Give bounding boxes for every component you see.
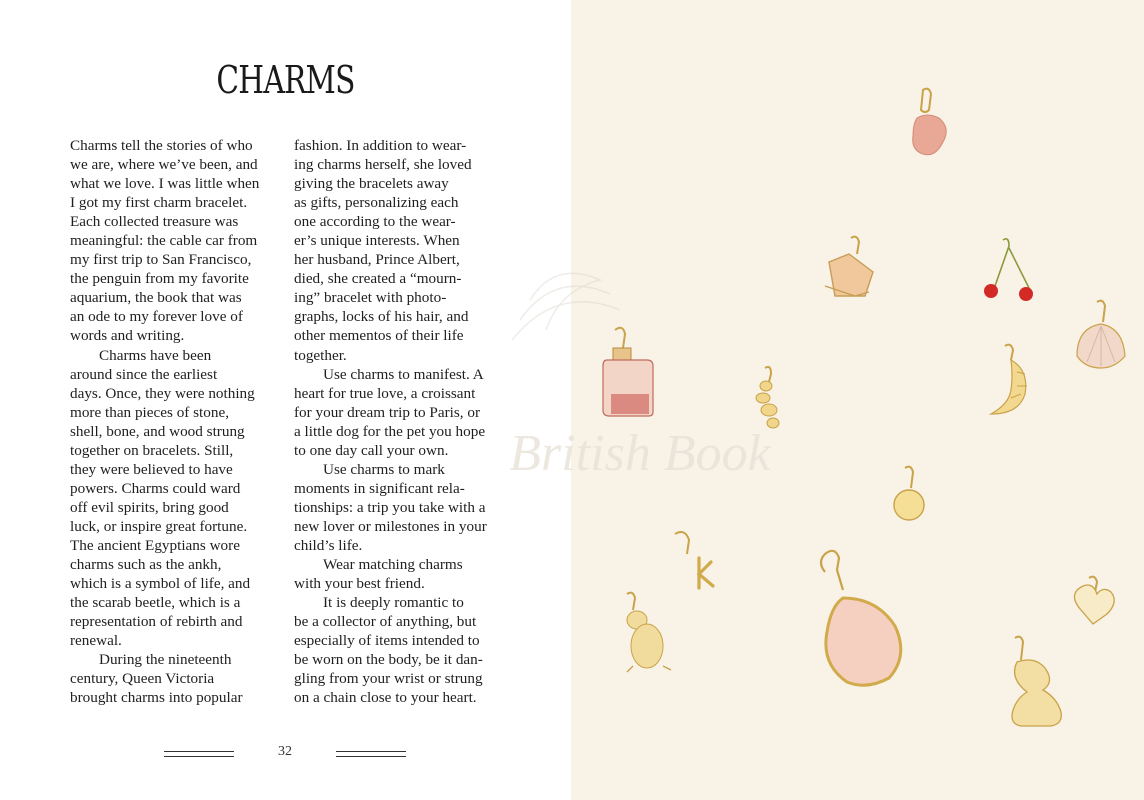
text-line: new lover or milestones in your [294,517,487,535]
text-line: aquarium, the book that was [70,289,242,307]
stacked-stones-charm-icon [756,367,779,428]
croissant-charm-icon [991,345,1027,414]
text-line: representation of rebirth and [70,613,243,631]
text-line: they were believed to have [70,460,233,478]
text-line: together on bracelets. Still, [70,441,234,459]
text-line: luck, or inspire great fortune. [70,517,248,535]
charms-illustration [571,0,1144,800]
penguin-charm-icon [627,593,671,672]
text-line: my first trip to San Francisco, [70,251,252,269]
text-line: died, she created a “mourn- [294,270,462,288]
text-line: powers. Charms could ward [70,479,241,497]
text-line: gling from your wrist or strung [294,670,483,688]
text-line: century, Queen Victoria [70,670,215,688]
text-line: one according to the wear- [294,213,456,231]
text-line: During the nineteenth [99,651,232,669]
text-line: er’s unique interests. When [294,232,460,250]
text-line: her husband, Prince Albert, [294,251,460,269]
text-line: Charms have been [99,346,212,364]
text-line: we are, where we’ve been, and [70,156,258,174]
text-line: together. [294,346,347,364]
text-line: shell, bone, and wood strung [70,422,245,440]
text-line: ing” bracelet with photo- [294,289,447,307]
text-line: graphs, locks of his hair, and [294,308,469,326]
text-line: charms such as the ankh, [70,556,222,574]
text-line: words and writing. [70,327,185,345]
text-line: with your best friend. [294,575,425,593]
text-line: Charms tell the stories of who [70,137,253,154]
text-line: more than pieces of stone, [70,403,229,421]
text-line: as gifts, personalizing each [294,194,459,212]
left-page [0,0,571,800]
oyster-shell-charm-icon [821,551,901,685]
cherries-charm-icon [984,239,1033,301]
folio [0,744,571,764]
text-line: fashion. In addition to wear- [294,137,467,154]
shell-charm-icon [1077,301,1125,368]
text-line: around since the earliest [70,365,218,383]
text-line: be worn on the body, be it dan- [294,651,483,669]
text-line: what we love. I was little when [70,175,260,193]
text-line: on a chain close to your heart. [294,689,477,707]
text-line: moments in significant rela- [294,479,465,497]
text-line: which is a symbol of life, and [70,575,251,593]
text-column-1 [70,136,280,707]
watermark-text: British Book [509,425,771,482]
text-line: for your dream trip to Paris, or [294,403,481,421]
text-line: other mementos of their life [294,327,464,345]
book-charm-icon [825,237,873,296]
text-line: renewal. [70,632,122,650]
text-line: the scarab beetle, which is a [70,594,241,612]
heart-charm-icon [1074,577,1114,624]
text-line: ing charms herself, she loved [294,156,472,174]
text-line: especially of items intended to [294,632,480,650]
right-page [571,0,1144,800]
gem-charm-icon [913,89,946,155]
text-line: I got my first charm bracelet. [70,194,248,212]
perfume-bottle-charm-icon [603,328,653,416]
text-line: Each collected treasure was [70,213,239,231]
letter-k-charm-icon [675,532,713,588]
text-line: days. Once, they were nothing [70,384,255,402]
chapter-title: CHARMS [216,58,355,102]
text-line: off evil spirits, bring good [70,498,229,516]
text-line: meaningful: the cable car from [70,232,258,250]
text-line: It is deeply romantic to [323,594,464,612]
text-line: Use charms to manifest. A [323,365,484,383]
text-line: a little dog for the pet you hope [294,422,486,440]
text-line: The ancient Egyptians wore [70,536,240,554]
text-line: tionships: a trip you take with a [294,498,486,516]
text-line: the penguin from my favorite [70,270,249,288]
text-line: heart for true love, a croissant [294,384,476,402]
text-line: Use charms to mark [323,460,445,478]
page-number: 32 [278,744,292,759]
text-line: giving the bracelets away [294,175,449,193]
text-column-2 [294,136,504,707]
dog-charm-icon [1012,637,1061,726]
text-line: child’s life. [294,536,363,554]
folio-rule-left [164,751,234,757]
text-line: Wear matching charms [323,556,463,574]
coin-charm-icon [894,467,924,520]
text-line: to one day call your own. [294,441,449,459]
folio-rule-right [336,751,406,757]
text-line: brought charms into popular [70,689,243,707]
text-line: an ode to my forever love of [70,308,243,326]
text-line: be a collector of anything, but [294,613,477,631]
